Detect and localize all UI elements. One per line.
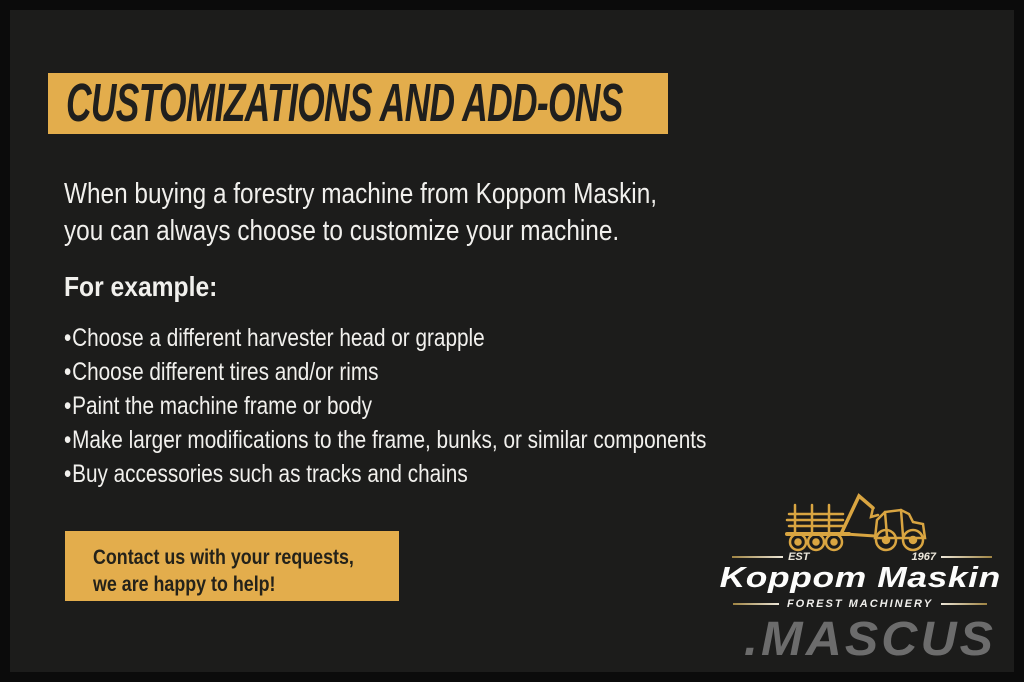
contact-text: [93, 544, 354, 598]
logo-tagline-row: [718, 598, 1002, 610]
examples-heading: For example:: [64, 271, 218, 302]
company-name: Koppom Maskin: [719, 562, 1001, 594]
divider-line: [941, 603, 987, 605]
bullet-glyph: •: [64, 358, 72, 386]
intro-line-1: When buying a forestry machine from Koppom Maskin,: [64, 178, 658, 210]
bullet-glyph: •: [64, 426, 72, 454]
list-item-text: Buy accessories such as tracks and chains: [72, 460, 468, 488]
logo-tagline: FOREST MACHINERY: [786, 598, 934, 610]
intro-paragraph: [64, 176, 657, 250]
list-item-text: Choose different tires and/or rims: [72, 358, 379, 386]
list-item-text: Choose a different harvester head or grapple: [72, 324, 485, 352]
list-item-text: Make larger modifications to the frame, bunks, or similar components: [72, 426, 707, 454]
intro-line-2: you can always choose to customize your machine.: [64, 215, 620, 247]
contact-line-1: Contact us with your requests,: [93, 546, 354, 569]
contact-callout: [65, 531, 399, 601]
list-item-text: Paint the machine frame or body: [72, 392, 372, 420]
koppom-maskin-logo: [718, 488, 1002, 620]
bullet-glyph: •: [64, 392, 72, 420]
est-year: 1967: [911, 551, 936, 563]
list-item: [64, 321, 706, 355]
est-label: EST: [788, 551, 810, 563]
divider-line: [941, 556, 992, 558]
bullet-glyph: •: [64, 460, 72, 488]
list-item: [64, 457, 706, 491]
list-item: [64, 355, 706, 389]
examples-list: [64, 321, 706, 491]
divider-line: [733, 603, 779, 605]
title-banner: [48, 73, 668, 134]
list-item: [64, 389, 706, 423]
page-title: CUSTOMIZATIONS AND ADD-ONS: [66, 72, 623, 133]
list-item: [64, 423, 706, 457]
contact-line-2: we are happy to help!: [93, 573, 276, 596]
mascus-watermark: .MASCUS: [744, 613, 997, 666]
forestry-forwarder-icon: [785, 490, 935, 552]
bullet-glyph: •: [64, 324, 72, 352]
divider-line: [732, 556, 783, 558]
